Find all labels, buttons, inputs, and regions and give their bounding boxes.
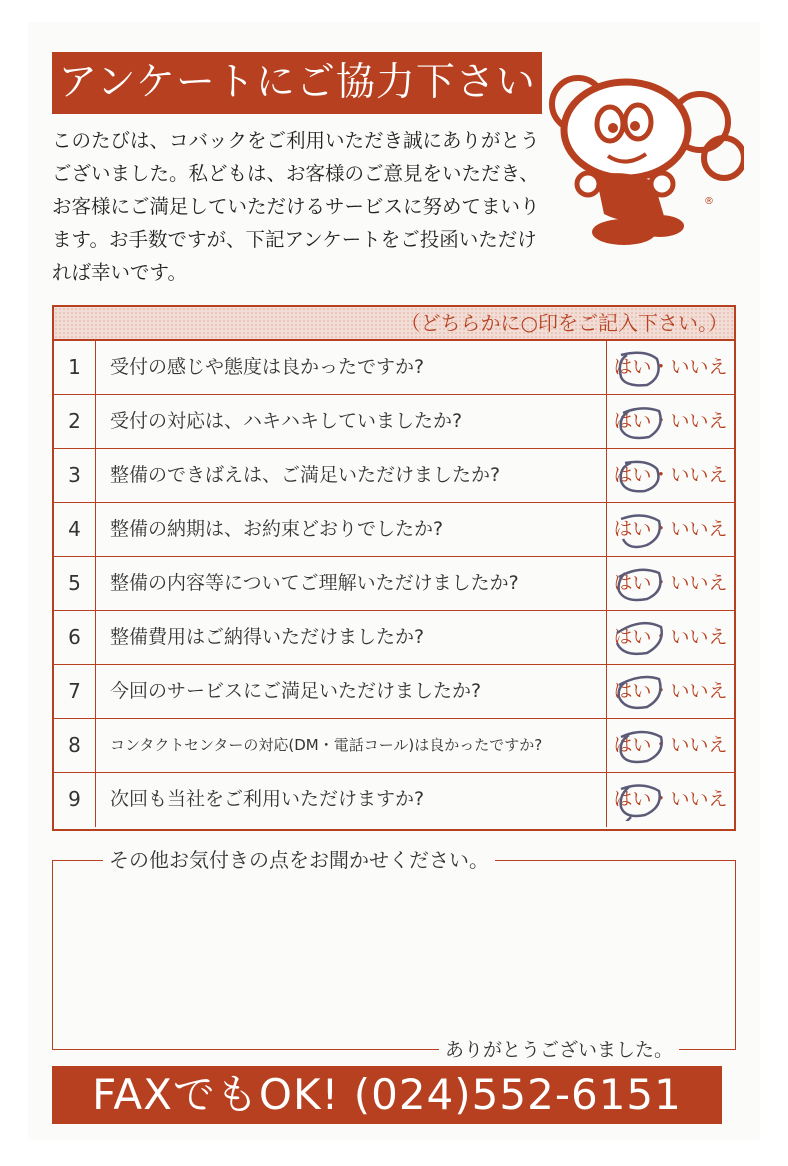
table-row — [54, 449, 734, 503]
question-text: 整備の納期は、お約束どおりでしたか? — [110, 518, 444, 540]
table-row — [54, 611, 734, 665]
answer-options: はい・いいえ — [613, 626, 728, 648]
question-number: 4 — [54, 503, 96, 556]
answer-choice[interactable] — [606, 449, 734, 502]
answer-choice[interactable] — [606, 557, 734, 610]
table-row — [54, 557, 734, 611]
table-row — [54, 773, 734, 827]
survey-title: アンケートにご協力下さい — [52, 52, 542, 114]
answer-choice[interactable] — [606, 611, 734, 664]
question-text: 整備のできばえは、ご満足いただけましたか? — [110, 464, 501, 486]
question-number: 9 — [54, 773, 96, 827]
answer-choice[interactable] — [606, 395, 734, 448]
answer-choice[interactable] — [606, 341, 734, 394]
question-number: 7 — [54, 665, 96, 718]
question-number: 2 — [54, 395, 96, 448]
trademark-mark: ® — [704, 196, 714, 207]
table-row — [54, 503, 734, 557]
table-row — [54, 665, 734, 719]
survey-instruction: （どちらかに○印をご記入下さい。） — [54, 307, 734, 341]
closing-text: ありがとうございました。 — [439, 1037, 679, 1063]
question-text: 次回も当社をご利用いただけますか? — [110, 788, 425, 810]
answer-choice[interactable] — [606, 665, 734, 718]
fax-banner: FAXでもOK! (024)552-6151 — [52, 1066, 722, 1124]
answer-choice[interactable] — [606, 503, 734, 556]
answer-choice[interactable] — [606, 719, 734, 772]
mascot-icon — [548, 72, 744, 248]
comment-box[interactable] — [52, 848, 736, 1061]
survey-table — [52, 305, 736, 831]
question-number: 6 — [54, 611, 96, 664]
answer-choice[interactable] — [606, 773, 734, 827]
answer-options: はい・いいえ — [613, 518, 728, 540]
question-text: 今回のサービスにご満足いただけましたか? — [110, 680, 482, 702]
intro-text: このたびは、コバックをご利用いただき誠にありがとうございました。私どもは、お客様のご意見をいただき、お客様にご満足していただけるサービスに努めてまいります。お手数ですが、下記アンケートをご投函いただければ幸いです。 — [52, 129, 540, 284]
table-row — [54, 719, 734, 773]
question-number: 1 — [54, 341, 96, 394]
answer-options: はい・いいえ — [613, 356, 728, 378]
comment-label: その他お気付きの点をお聞かせください。 — [103, 846, 495, 874]
table-row — [54, 341, 734, 395]
question-number: 3 — [54, 449, 96, 502]
question-text: 受付の感じや態度は良かったですか? — [110, 356, 425, 378]
question-text: コンタクトセンターの対応(DM・電話コール)は良かったですか? — [110, 736, 543, 754]
question-number: 8 — [54, 719, 96, 772]
question-text: 受付の対応は、ハキハキしていましたか? — [110, 410, 463, 432]
answer-options: はい・いいえ — [613, 464, 728, 486]
question-number: 5 — [54, 557, 96, 610]
question-text: 整備費用はご納得いただけましたか? — [110, 626, 425, 648]
answer-options: はい・いいえ — [613, 734, 728, 756]
answer-options: はい・いいえ — [613, 572, 728, 594]
answer-options: はい・いいえ — [613, 410, 728, 432]
question-text: 整備の内容等についてご理解いただけましたか? — [110, 572, 519, 594]
table-row — [54, 395, 734, 449]
answer-options: はい・いいえ — [613, 788, 728, 810]
answer-options: はい・いいえ — [613, 680, 728, 702]
